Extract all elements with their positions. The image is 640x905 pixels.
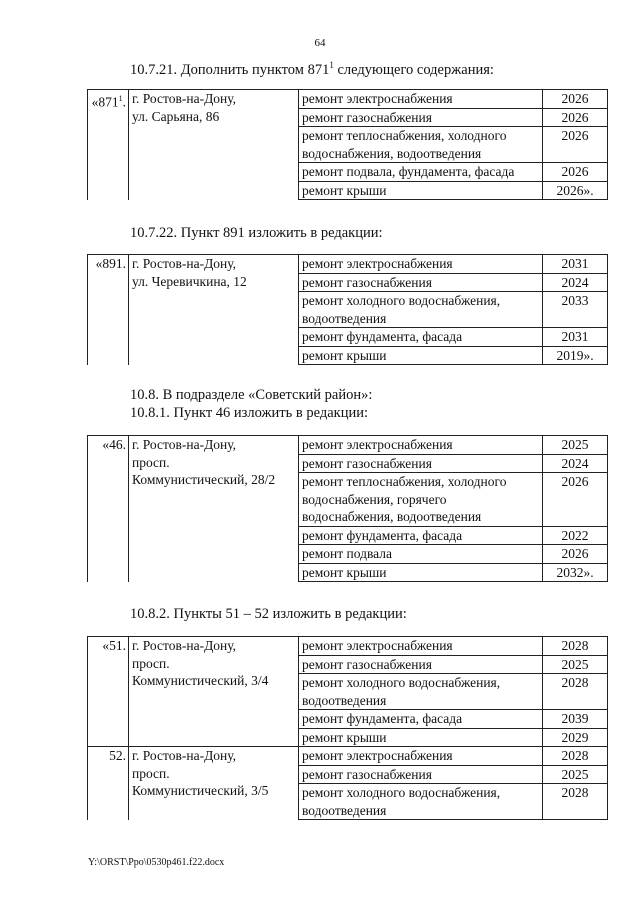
item-number: «46. <box>88 436 129 582</box>
work-name: ремонт крыши <box>299 563 543 582</box>
item-address: г. Ростов-на-Дону, просп. Коммунистический, 3/5 <box>129 747 299 820</box>
item-address: г. Ростов-на-Дону, просп. Коммунистический, 28/2 <box>129 436 299 582</box>
work-year: 2024 <box>543 273 608 292</box>
paragraph-10-7-22: 10.7.22. Пункт 891 изложить в редакции: <box>130 225 383 241</box>
work-name: ремонт электроснабжения <box>299 90 543 109</box>
work-year: 2031 <box>543 328 608 347</box>
work-name: ремонт холодного водоснабжения, водоотведения <box>299 784 543 820</box>
work-name: ремонт подвала, фундамента, фасада <box>299 163 543 182</box>
work-name: ремонт крыши <box>299 181 543 200</box>
work-year: 2031 <box>543 255 608 274</box>
work-year: 2025 <box>543 436 608 455</box>
work-year: 2019». <box>543 346 608 365</box>
work-name: ремонт газоснабжения <box>299 108 543 127</box>
table-item-46 <box>87 435 608 582</box>
work-year: 2025 <box>543 655 608 674</box>
item-address: г. Ростов-на-Дону, просп. Коммунистический, 3/4 <box>129 637 299 747</box>
work-name: ремонт фундамента, фасада <box>299 526 543 545</box>
footer-file-path: Y:\ORST\Ppo\0530p461.f22.docx <box>88 857 225 868</box>
paragraph-10-7-21: 10.7.21. Дополнить пунктом $871^1$ следующего содержания: <box>130 60 494 78</box>
work-year: 2032». <box>543 563 608 582</box>
work-year: 2028 <box>543 637 608 656</box>
work-name: ремонт теплоснабжения, холодного водоснабжения, водоотведения <box>299 127 543 163</box>
work-year: 2026 <box>543 90 608 109</box>
work-name: ремонт газоснабжения <box>299 273 543 292</box>
work-name: ремонт крыши <box>299 728 543 747</box>
paragraph-10-8: 10.8. В подразделе «Советский район»: <box>130 387 373 403</box>
work-year: 2024 <box>543 454 608 473</box>
work-name: ремонт электроснабжения <box>299 255 543 274</box>
work-name: ремонт газоснабжения <box>299 454 543 473</box>
paragraph-10-8-1: 10.8.1. Пункт 46 изложить в редакции: <box>130 405 369 421</box>
work-year: 2026 <box>543 473 608 527</box>
work-name: ремонт холодного водоснабжения, водоотведения <box>299 292 543 328</box>
table-item-871-1 <box>87 89 608 200</box>
work-year: 2033 <box>543 292 608 328</box>
work-year: 2026 <box>543 127 608 163</box>
work-year: 2026 <box>543 108 608 127</box>
work-year: 2039 <box>543 710 608 729</box>
item-number: «$871^1$. <box>88 90 129 200</box>
table-items-51-52 <box>87 636 608 820</box>
work-name: ремонт фундамента, фасада <box>299 328 543 347</box>
work-year: 2022 <box>543 526 608 545</box>
work-year: 2028 <box>543 747 608 766</box>
work-year: 2026». <box>543 181 608 200</box>
work-name: ремонт фундамента, фасада <box>299 710 543 729</box>
work-name: ремонт электроснабжения <box>299 436 543 455</box>
paragraph-10-8-2: 10.8.2. Пункты 51 – 52 изложить в редакции: <box>130 606 407 622</box>
work-name: ремонт электроснабжения <box>299 747 543 766</box>
work-year: 2028 <box>543 784 608 820</box>
item-address: г. Ростов-на-Дону, ул. Сарьяна, 86 <box>129 90 299 200</box>
work-year: 2026 <box>543 545 608 564</box>
work-year: 2025 <box>543 765 608 784</box>
work-year: 2029 <box>543 728 608 747</box>
item-number: 52. <box>88 747 129 820</box>
item-address: г. Ростов-на-Дону, ул. Черевичкина, 12 <box>129 255 299 365</box>
work-name: ремонт холодного водоснабжения, водоотведения <box>299 674 543 710</box>
work-year: 2028 <box>543 674 608 710</box>
work-name: ремонт подвала <box>299 545 543 564</box>
work-year: 2026 <box>543 163 608 182</box>
work-name: ремонт электроснабжения <box>299 637 543 656</box>
item-number: «891. <box>88 255 129 365</box>
page-number: 64 <box>314 37 326 49</box>
work-name: ремонт газоснабжения <box>299 655 543 674</box>
work-name: ремонт крыши <box>299 346 543 365</box>
work-name: ремонт газоснабжения <box>299 765 543 784</box>
work-name: ремонт теплоснабжения, холодного водоснабжения, горячего водоснабжения, водоотведения <box>299 473 543 527</box>
table-item-891 <box>87 254 608 365</box>
item-number: «51. <box>88 637 129 747</box>
